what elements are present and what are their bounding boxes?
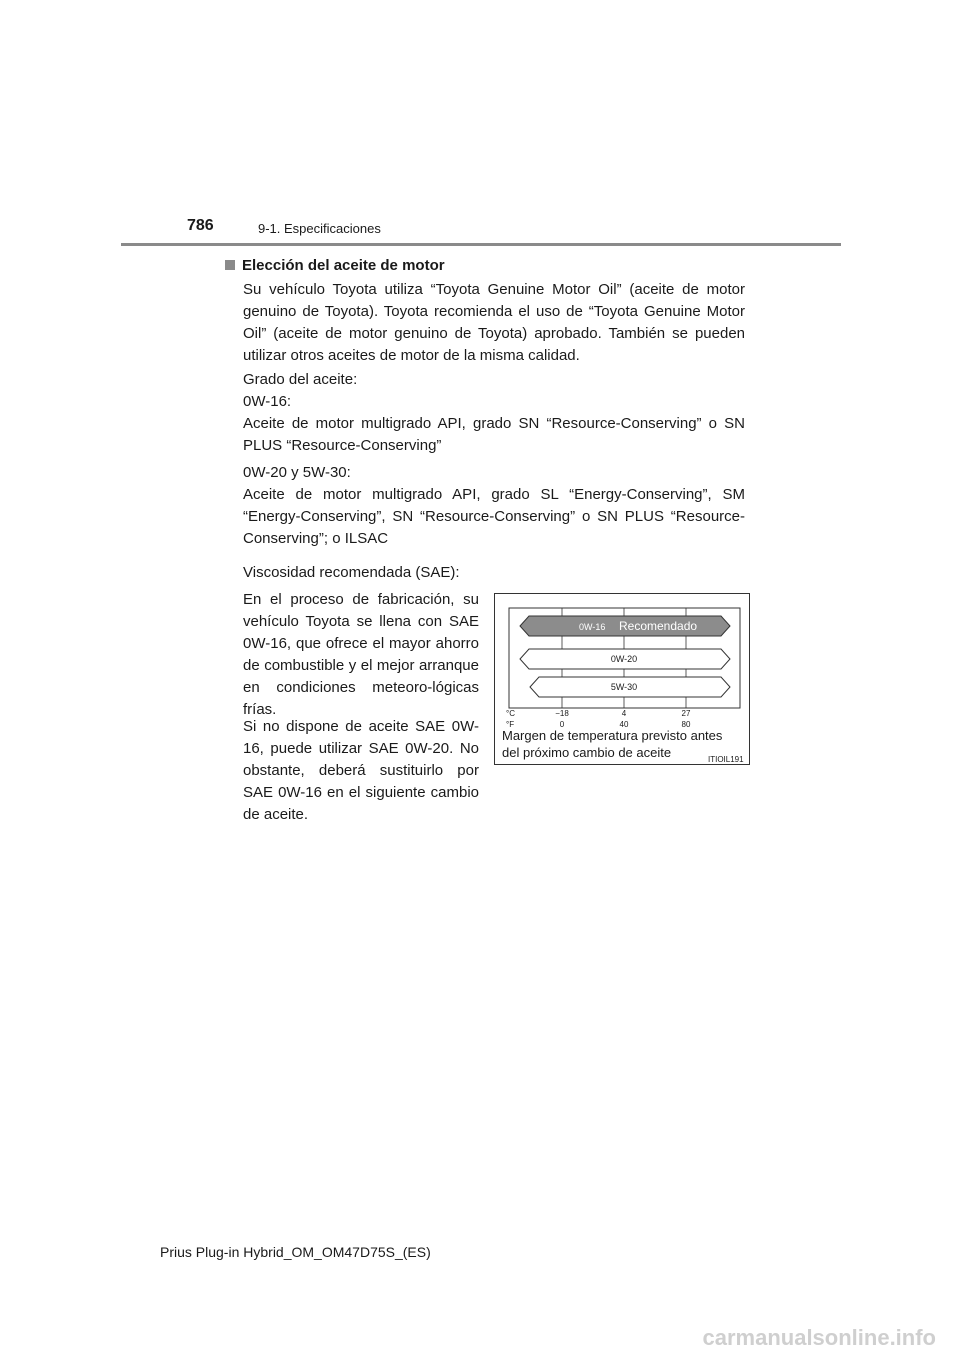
fahrenheit-tick: 80: [681, 720, 691, 729]
section-title: 9-1. Especificaciones: [258, 221, 381, 236]
bar-5w30-label: 5W-30: [610, 682, 638, 692]
section-heading: [225, 257, 445, 274]
grade-label: Grado del aceite:: [243, 371, 358, 388]
bar-0w20-label: 0W-20: [610, 654, 638, 664]
fahrenheit-tick: 0: [559, 720, 565, 729]
celsius-unit: °C: [506, 709, 515, 718]
heading-text: Elección del aceite de motor: [242, 257, 445, 274]
figure-caption: [502, 727, 722, 761]
figure-id: ITIOIL191: [708, 755, 744, 764]
recommended-tag: Recomendado: [619, 619, 698, 633]
celsius-tick: −18: [555, 709, 569, 718]
celsius-tick: 27: [681, 709, 691, 718]
page-number: 786: [187, 217, 214, 234]
grade-0w20-title: 0W-20 y 5W-30:: [243, 464, 351, 481]
grade-0w16-text: Aceite de motor multigrado API, grado SN “Resource-Conserving” o SN PLUS “Resource-Conserving”: [243, 415, 745, 454]
intro-paragraph: Su vehículo Toyota utiliza “Toyota Genuine Motor Oil” (aceite de motor genuino de Toyota). Toyota recomienda el uso de “Toyota Genuine Motor Oil” (aceite de motor genuino de Toyota) aprobado. También se pueden utilizar otros aceites de motor de la misma calidad.: [243, 281, 745, 364]
viscosity-label: Viscosidad recomendada (SAE):: [243, 564, 460, 581]
alternative-paragraph: Si no dispone de aceite SAE 0W-16, puede utilizar SAE 0W-20. No obstante, deberá sustituirlo por SAE 0W-16 en el siguiente cambio de aceite.: [243, 718, 479, 823]
footer-manual-id: Prius Plug-in Hybrid_OM_OM47D75S_(ES): [160, 1244, 431, 1260]
fahrenheit-unit: °F: [506, 720, 515, 729]
celsius-tick: 4: [621, 709, 627, 718]
grade-0w20-text: Aceite de motor multigrado API, grado SL “Energy-Conserving”, SM “Energy-Conserving”, SN “Resource-Conserving” o SN PLUS “Resource-Conserving”; o ILSAC: [243, 486, 745, 547]
bar-0w16-label: 0W-16: [579, 622, 606, 632]
figure-caption-line2: del próximo cambio de aceite: [502, 745, 672, 760]
figure-caption-line1: Margen de temperatura previsto antes: [502, 728, 723, 743]
grade-0w16-block: [243, 391, 745, 457]
watermark: carmanualsonline.info: [702, 1325, 936, 1350]
fahrenheit-tick: 40: [619, 720, 629, 729]
header-divider: [121, 243, 841, 246]
grade-0w20-block: [243, 462, 745, 550]
bullet-square-icon: [225, 260, 235, 270]
grade-0w16-title: 0W-16:: [243, 393, 292, 410]
factory-fill-paragraph: En el proceso de fabricación, su vehículo Toyota se llena con SAE 0W-16, que ofrece el mayor ahorro de combustible y el mejor arranque en condiciones meteoro-lógicas frías.: [243, 591, 479, 718]
